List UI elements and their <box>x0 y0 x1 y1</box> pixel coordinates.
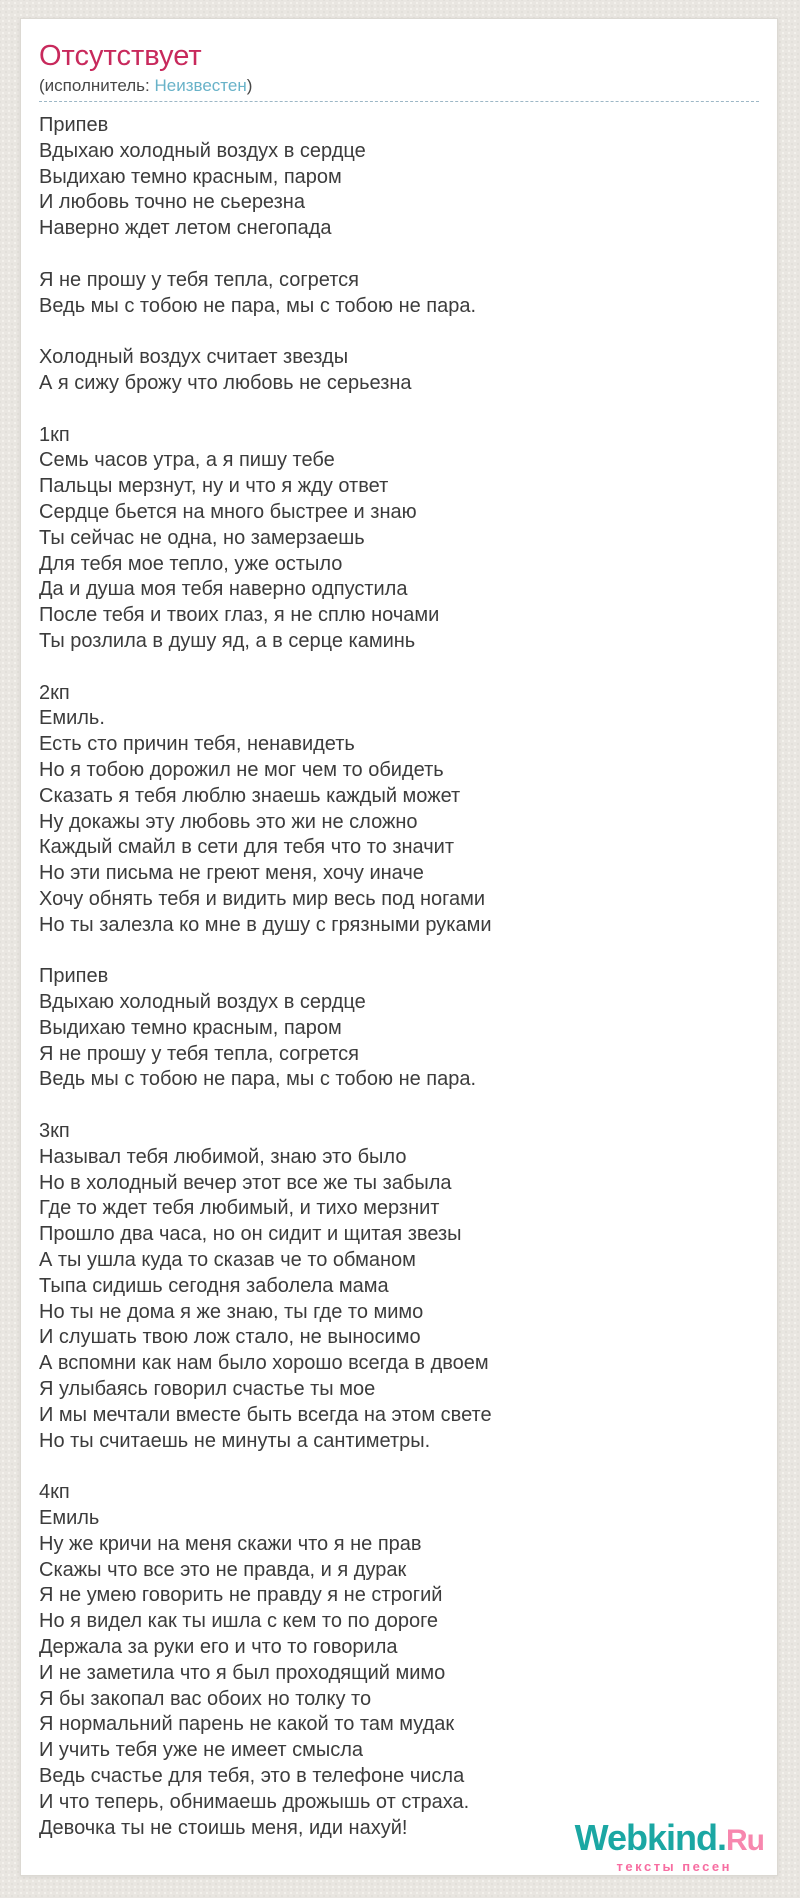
lyric-line: Скажы что все это не правда, и я дурак <box>39 1558 407 1581</box>
webkind-logo[interactable] <box>574 1817 764 1874</box>
lyric-line: А ты ушла куда то сказав че то обманом <box>39 1249 416 1272</box>
logo-main-text: Webkind. <box>574 1817 726 1858</box>
lyric-line: Припев <box>39 965 109 988</box>
lyric-line: А я сижу брожу что любовь не серьезна <box>39 371 412 394</box>
lyric-line: Каждый смайл в сети для тебя что то значит <box>39 836 454 859</box>
lyric-line: Тыпа сидишь сегодня заболела мама <box>39 1274 389 1297</box>
lyric-line: Ведь счастье для тебя, это в телефоне числа <box>39 1765 465 1787</box>
lyric-line: Выдихаю темно красным, паром <box>39 165 342 188</box>
lyric-line: Припев <box>39 114 109 136</box>
lyric-line: И мы мечтали вместе быть всегда на этом свете <box>39 1403 492 1426</box>
lyric-line: Я улыбаясь говорил счастье ты мое <box>39 1378 376 1401</box>
lyric-line: Но ты залезла ко мне в душу с грязными руками <box>39 913 492 936</box>
lyric-line: И слушать твою лож стало, не выносимо <box>39 1326 421 1349</box>
lyric-line: 4кп <box>39 1481 70 1504</box>
lyric-line: Но я тобою дорожил не мог чем то обидеть <box>39 758 444 781</box>
artist-prefix: (исполнитель: <box>39 76 155 95</box>
lyric-line: Холодный воздух считает звезды <box>39 346 349 369</box>
lyric-line <box>39 242 759 268</box>
lyric-line <box>39 397 759 423</box>
lyric-line: Я не умею говорить не правду я не строгий <box>39 1584 443 1607</box>
lyric-line: Да и душа моя тебя наверно одпустила <box>39 578 408 601</box>
song-title: Отсутствует <box>39 40 202 72</box>
lyric-line <box>39 1093 759 1119</box>
lyric-line: И что теперь, обнимаешь дрожышь от страха. <box>39 1790 470 1813</box>
lyrics-block <box>39 113 759 1841</box>
lyric-line: Девочка ты не стоишь меня, иди нахуй! <box>39 1816 408 1839</box>
lyric-line: Хочу обнять тебя и видить мир весь под ногами <box>39 887 486 910</box>
lyric-line: Где то ждет тебя любимый, и тихо мерзнит <box>39 1197 440 1220</box>
lyric-line: Но ты считаешь не минуты а сантиметры. <box>39 1429 431 1452</box>
lyric-line: Называл тебя любимой, знаю это было <box>39 1145 407 1168</box>
logo-tagline: тексты песен <box>616 1859 732 1874</box>
lyric-line <box>39 1454 759 1480</box>
lyric-line: 2кп <box>39 681 70 704</box>
lyric-line: Наверно ждет летом снегопада <box>39 217 332 240</box>
lyric-line: Ты сейчас не одна, но замерзаешь <box>39 526 365 549</box>
lyric-line: А вспомни как нам было хорошо всегда в двоем <box>39 1352 489 1375</box>
lyric-line: Но в холодный вечер этот все же ты забыла <box>39 1171 452 1194</box>
lyric-line: Вдыхаю холодный воздух в сердце <box>39 139 366 162</box>
artist-line <box>39 75 759 97</box>
lyric-line: Но эти письма не греют меня, хочу иначе <box>39 862 424 885</box>
lyric-line: Я не прошу у тебя тепла, согрется <box>39 268 359 291</box>
lyric-line: И учить тебя уже не имеет смысла <box>39 1739 364 1762</box>
lyric-line: Семь часов утра, а я пишу тебе <box>39 449 335 472</box>
lyric-line: Я бы закопал вас обоих но толку то <box>39 1687 372 1710</box>
lyric-line: Вдыхаю холодный воздух в сердце <box>39 991 366 1014</box>
lyric-line: Есть сто причин тебя, ненавидеть <box>39 733 355 756</box>
lyric-line: Прошло два часа, но он сидит и щитая звезы <box>39 1223 462 1246</box>
lyric-line <box>39 655 759 681</box>
lyric-line: Емиль. <box>39 707 105 730</box>
lyric-line: Ведь мы с тобою не пара, мы с тобою не пара. <box>39 294 477 317</box>
lyric-line: Для тебя мое тепло, уже остыло <box>39 552 343 575</box>
lyric-line: Сердце бьется на много быстрее и знаю <box>39 500 417 523</box>
lyric-line: И не заметила что я был проходящий мимо <box>39 1661 446 1684</box>
lyric-line: Емиль <box>39 1507 100 1530</box>
lyric-line: Сказать я тебя люблю знаешь каждый может <box>39 784 461 807</box>
artist-suffix: ) <box>246 76 253 95</box>
lyric-line: Держала за руки его и что то говорила <box>39 1636 398 1659</box>
lyric-line: 3кп <box>39 1120 70 1143</box>
lyric-line: Я нормальний парень не какой то там мудак <box>39 1713 455 1736</box>
lyric-line: Пальцы мерзнут, ну и что я жду ответ <box>39 475 389 498</box>
lyric-line: Но ты не дома я же знаю, ты где то мимо <box>39 1300 424 1323</box>
lyrics-card <box>20 18 778 1876</box>
lyric-line: После тебя и твоих глаз, я не сплю ночами <box>39 604 440 627</box>
lyric-line: Ведь мы с тобою не пара, мы с тобою не пара. <box>39 1068 477 1091</box>
lyric-line: Ну же кричи на меня скажи что я не прав <box>39 1532 422 1555</box>
lyric-line: Выдихаю темно красным, паром <box>39 1016 342 1039</box>
webkind-logo-text <box>574 1817 764 1864</box>
lyric-line: Я не прошу у тебя тепла, согрется <box>39 1042 359 1065</box>
logo-tld-text: Ru <box>726 1824 764 1857</box>
lyric-line: 1кп <box>39 423 70 446</box>
dashed-separator <box>39 97 759 102</box>
artist-link[interactable]: Неизвестен <box>154 76 247 95</box>
lyric-line: Ты розлила в душу яд, а в серце каминь <box>39 629 416 652</box>
lyric-line <box>39 939 759 965</box>
lyric-line <box>39 319 759 345</box>
lyric-line: И любовь точно не сьерезна <box>39 191 305 214</box>
lyric-line: Ну докажы эту любовь это жи не сложно <box>39 810 418 833</box>
lyric-line: Но я видел как ты ишла с кем то по дороге <box>39 1610 439 1633</box>
